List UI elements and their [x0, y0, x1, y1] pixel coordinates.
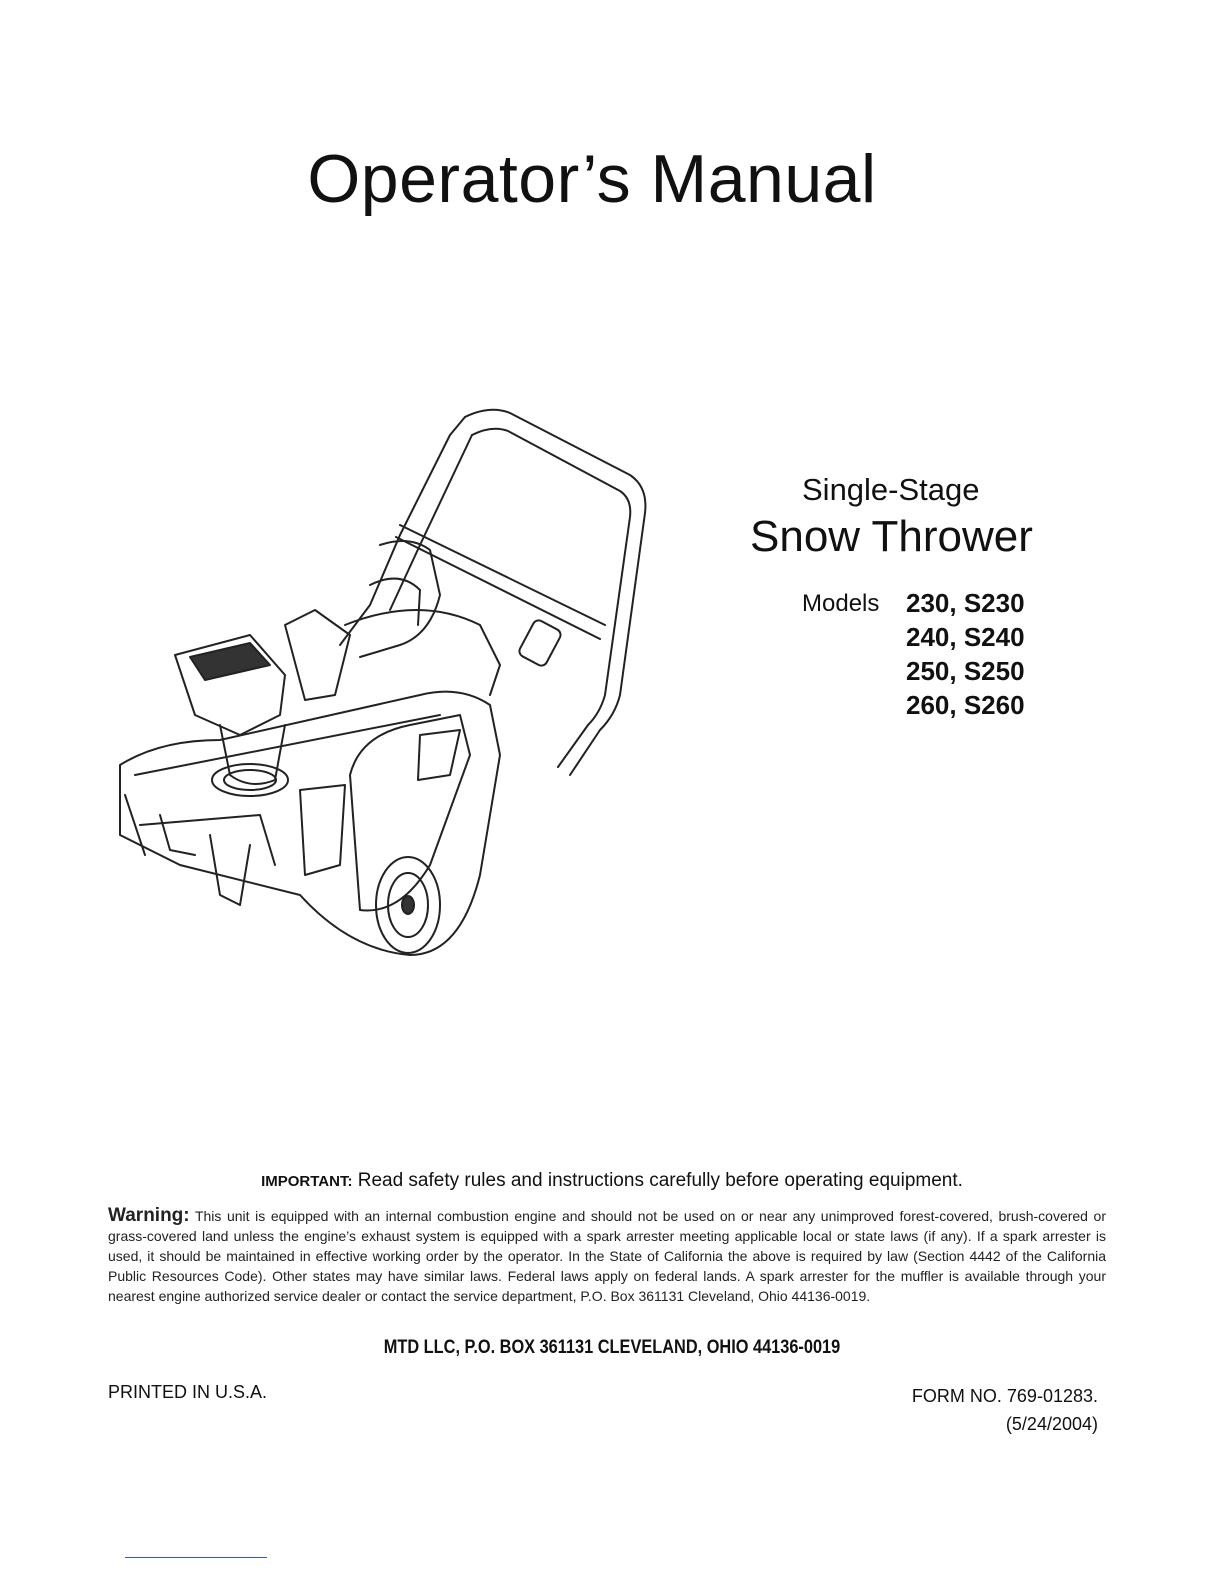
model-item: 250, S250 — [906, 656, 1025, 686]
form-number: FORM NO. 769-01283. — [911, 1386, 1098, 1406]
warning-notice — [108, 1206, 1106, 1306]
model-item: 260, S260 — [906, 690, 1025, 720]
warning-label: Warning: — [108, 1205, 190, 1226]
important-text: Read safety rules and instructions carefully before operating equipment. — [352, 1170, 963, 1191]
page-title: Operator’s Manual — [307, 141, 877, 217]
important-label: IMPORTANT: — [261, 1173, 353, 1190]
model-list — [906, 586, 1025, 722]
divider — [125, 1557, 267, 1558]
model-item: 230, S230 — [906, 588, 1025, 618]
product-name: Snow Thrower — [750, 512, 1033, 561]
snow-thrower-icon — [100, 395, 660, 975]
product-subtitle: Single-Stage — [802, 472, 980, 507]
model-item: 240, S240 — [906, 622, 1025, 652]
models-label: Models — [802, 590, 880, 617]
company-address: MTD LLC, P.O. BOX 361131 CLEVELAND, OHIO 44136-0019 — [383, 1337, 841, 1358]
warning-text: This unit is equipped with an internal combustion engine and should not be used on or near any unimproved forest-covered, brush-covered or grass-covered land unless the engine’s exhaust system is equipped with a spark arrester meeting applicable local or state laws (if any). If a spark arrester is used, it should be maintained in effective working order by the operator. In the State of California the above is required by law (Section 4442 of the California Public Resources Code). Other states may have similar laws. Federal laws apply on federal lands. A spark arrester for the muffler is available through your nearest engine authorized service dealer or contact the service department, P.O. Box 361131 Cleveland, Ohio 44136-0019. — [108, 1208, 1106, 1304]
printed-in: PRINTED IN U.S.A. — [108, 1382, 268, 1402]
form-number-block — [912, 1382, 1098, 1438]
form-date: (5/24/2004) — [1005, 1414, 1098, 1434]
important-notice — [0, 1170, 1224, 1192]
